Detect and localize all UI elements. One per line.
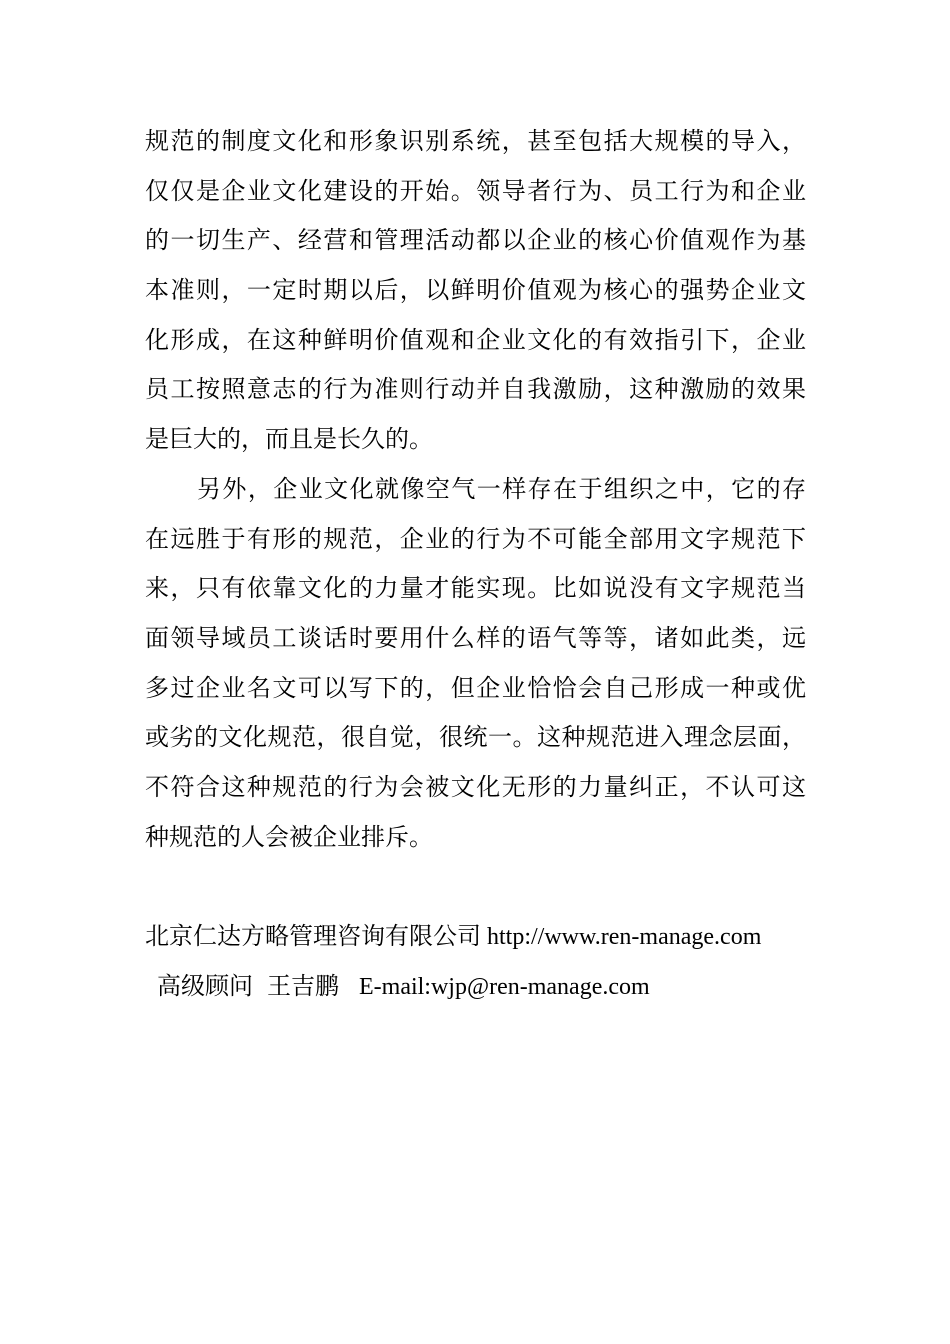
footer-line-company [145,913,806,963]
text-line: 另外，企业文化就像空气一样存在于组织之中，它的存 [197,476,806,503]
footer-line-contact [145,963,806,1013]
text-line: 化形成，在这种鲜明价值观和企业文化的有效指引下，企业 [145,327,806,354]
text-line: 或劣的文化规范，很自觉，很统一。这种规范进入理念层面， [145,725,806,752]
paragraph-1 [145,118,806,466]
text-line: 种规范的人会被企业排斥。 [145,824,433,851]
text-line: 规范的制度文化和形象识别系统，甚至包括大规模的导入， [145,129,806,155]
job-title: 高级顾问 [157,974,253,1000]
text-line: 在远胜于有形的规范，企业的行为不可能全部用文字规范下 [145,526,806,553]
email-link[interactable]: E-mail:wjp@ren-manage.com [359,974,650,1000]
text-line: 本准则，一定时期以后，以鲜明价值观为核心的强势企业文 [145,278,806,305]
text-line: 员工按照意志的行为准则行动并自我激励，这种激励的效果 [145,377,806,404]
website-link[interactable]: http://www.ren-manage.com [487,924,762,951]
company-name: 北京仁达方略管理咨询有限公司 [145,924,481,951]
document-page [145,118,806,1013]
text-line: 是巨大的，而且是长久的。 [145,427,433,454]
text-line: 面领导域员工谈话时要用什么样的语气等等，诸如此类，远 [145,625,806,652]
footer-contact [145,913,806,1012]
text-line: 不符合这种规范的行为会被文化无形的力量纠正，不认可这 [145,774,806,801]
text-line: 的一切生产、经营和管理活动都以企业的核心价值观作为基 [145,228,806,255]
text-line: 来，只有依靠文化的力量才能实现。比如说没有文字规范当 [145,576,806,603]
person-name: 王吉鹏 [267,974,339,1000]
text-line: 多过企业名文可以写下的，但企业恰恰会自己形成一种或优 [145,675,806,702]
paragraph-2 [145,466,806,864]
text-line: 仅仅是企业文化建设的开始。领导者行为、员工行为和企业 [145,178,806,205]
